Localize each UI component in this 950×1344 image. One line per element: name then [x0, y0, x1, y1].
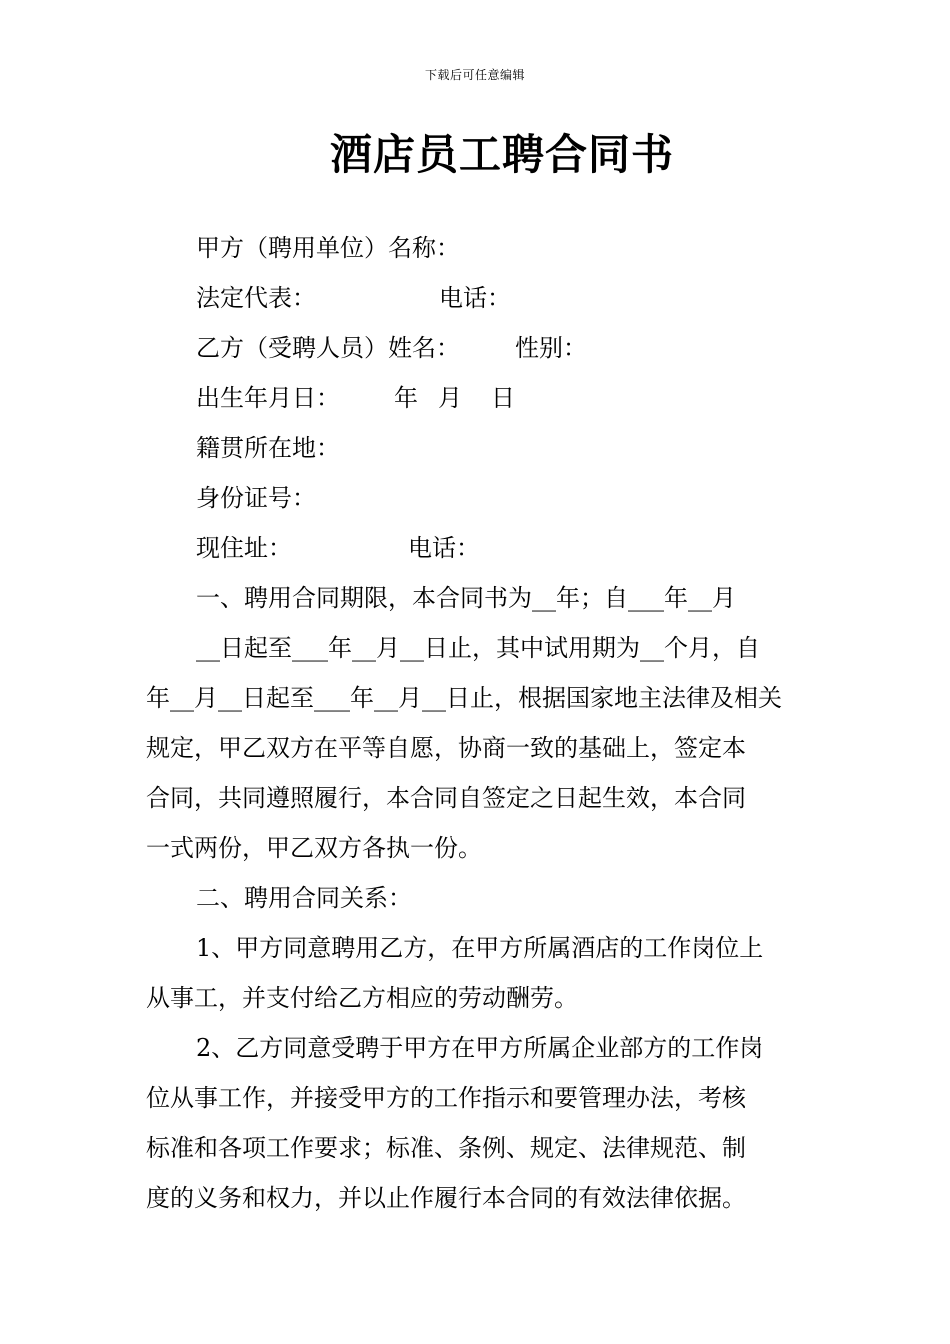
party-b-label: 乙方（受聘人员）姓名： [196, 334, 460, 362]
field-phone-b [408, 533, 480, 563]
birth-year-unit: 年 [394, 384, 418, 412]
legal-rep-label: 法定代表： [196, 284, 316, 312]
party-a-label: 甲方（聘用单位）名称： [196, 234, 460, 262]
field-phone-a [439, 283, 511, 313]
body-line: 位从事工作，并接受甲方的工作指示和要管理办法，考核 [146, 1084, 746, 1112]
phone-a-label: 电话： [439, 284, 511, 312]
field-party-b [196, 333, 460, 363]
id-number-label: 身份证号： [196, 484, 316, 512]
body-line: 规定，甲乙双方在平等自愿，协商一致的基础上，签定本 [146, 734, 746, 762]
body-line: 标准和各项工作要求；标准、条例、规定、法律规范、制 [146, 1134, 746, 1162]
field-birth-date [196, 383, 340, 413]
body-line: 一式两份，甲乙双方各执一份。 [146, 834, 482, 862]
field-gender [515, 333, 587, 363]
document-title: 酒店员工聘合同书 [330, 130, 675, 179]
field-address [196, 533, 292, 563]
body-line: __日起至___年__月__日止，其中试用期为__个月，自 [196, 634, 760, 662]
birth-date-label: 出生年月日： [196, 384, 340, 412]
field-party-a [196, 233, 460, 263]
birth-day-unit: 日 [491, 384, 515, 412]
header-note: 下载后可任意编辑 [424, 68, 525, 82]
section-heading: 二、聘用合同关系： [196, 884, 412, 912]
body-line: 一、聘用合同期限，本合同书为__年；自___年__月 [196, 584, 736, 612]
body-line: 年__月__日起至___年__月__日止，根据国家地主法律及相关 [146, 684, 782, 712]
birth-month-unit: 月 [438, 384, 462, 412]
body-line: 2、乙方同意受聘于甲方在甲方所属企业部方的工作岗 [196, 1034, 764, 1062]
body-line: 从事工，并支付给乙方相应的劳动酬劳。 [146, 984, 578, 1012]
field-id-number [196, 483, 316, 513]
field-native-place [196, 433, 340, 463]
gender-label: 性别： [515, 334, 587, 362]
native-place-label: 籍贯所在地： [196, 434, 340, 462]
address-label: 现住址： [196, 534, 292, 562]
field-legal-rep [196, 283, 316, 313]
phone-b-label: 电话： [408, 534, 480, 562]
body-line: 合同，共同遵照履行，本合同自签定之日起生效，本合同 [146, 784, 746, 812]
body-line: 度的义务和权力，并以止作履行本合同的有效法律依据。 [146, 1184, 746, 1212]
body-line: 1、甲方同意聘用乙方，在甲方所属酒店的工作岗位上 [196, 934, 764, 962]
